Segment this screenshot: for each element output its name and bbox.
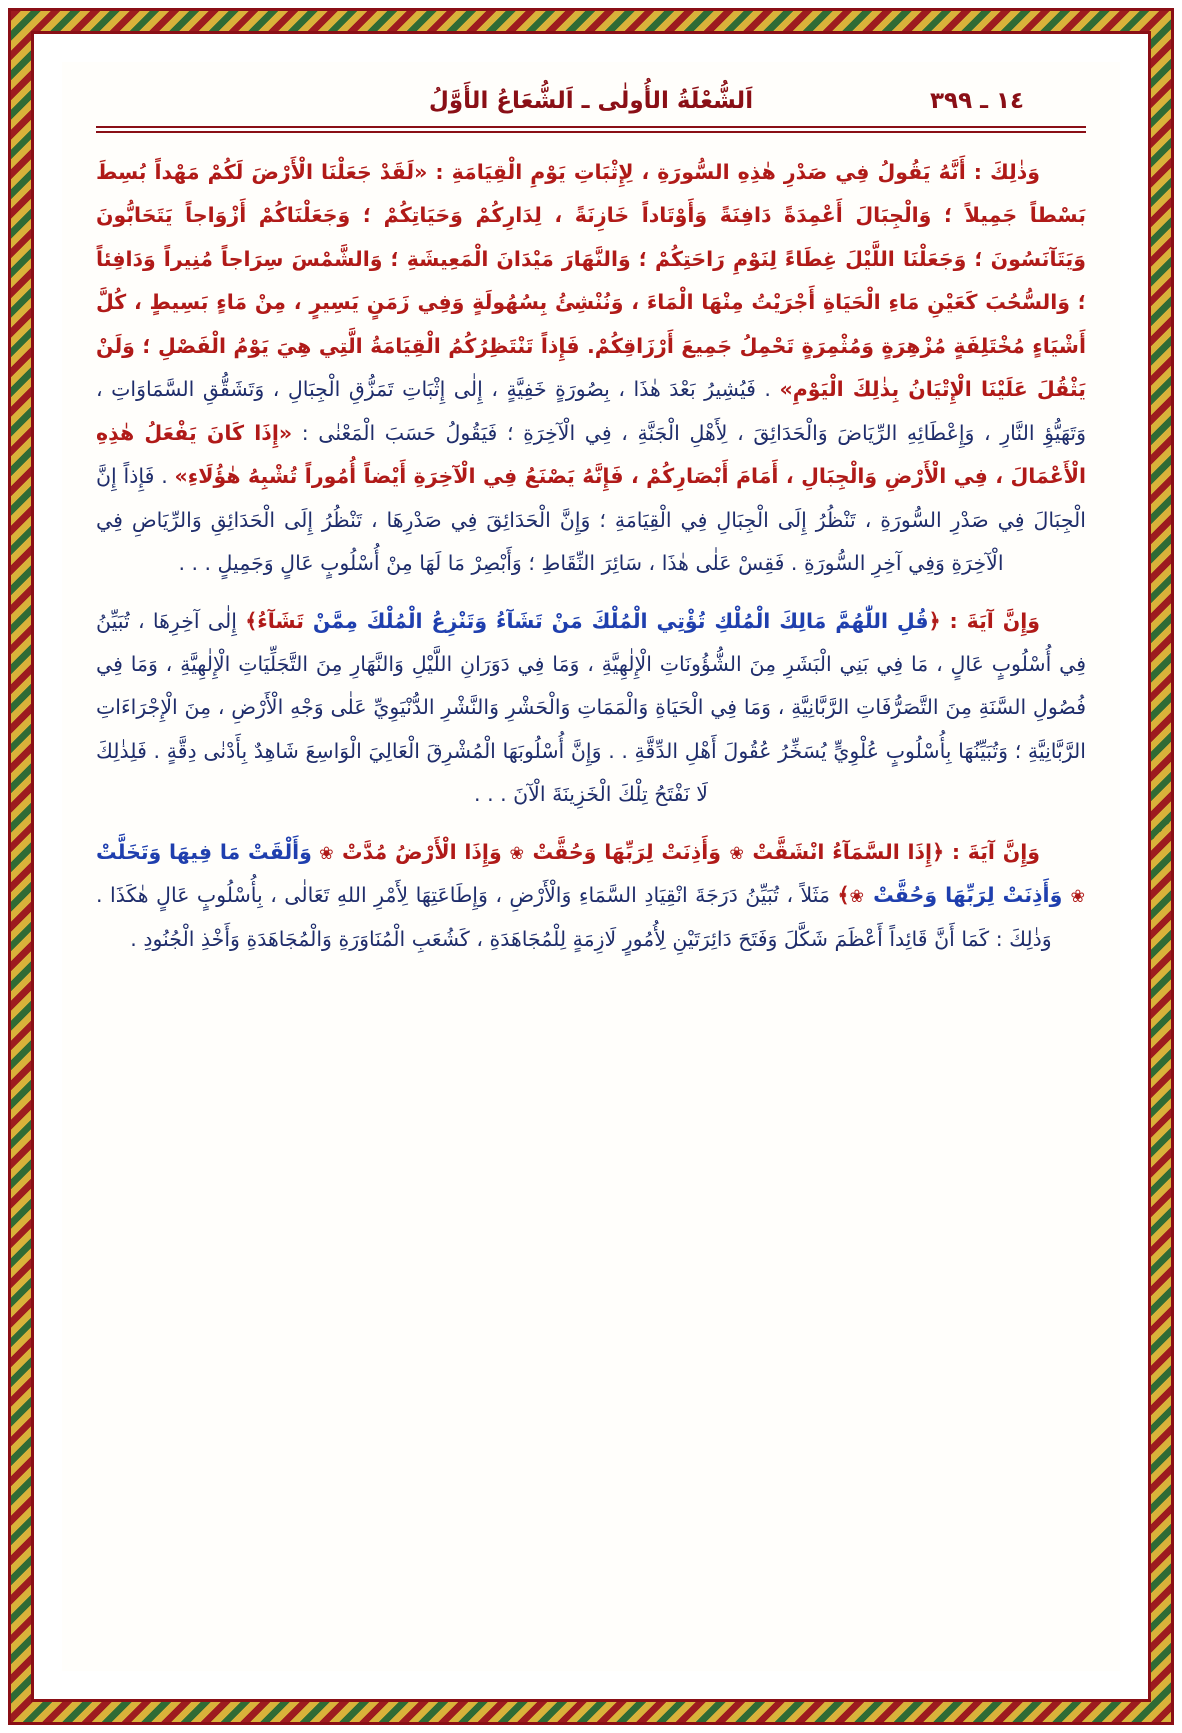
text-run: ﴾ xyxy=(837,883,850,908)
text-run: إِلٰى آخِرِهَا ، تُبَيِّنُ فِي أُسْلُوبٍ عَالٍ ، مَا فِي بَنِي الْبَشَرِ مِنَ الشُّؤُونَاتِ الْإِلٰهِيَّةِ ، وَمَا فِي دَوَرَانِ اللَّيْلِ وَالنَّهَارِ مِنَ التَّجَلِّيَاتِ الْإِلٰهِيَّةِ ، وَمَا فِي فُصُولِ السَّنَةِ مِنَ التَّصَرُّفَاتِ الرَّبَّانِيَّةِ ، وَمَا فِي الْحَيَاةِ وَالْمَمَاتِ وَالْحَشْرِ وَالنَّشْرِ الدُّنْيَوِيِّ عَلٰى وَجْهِ الْأَرْضِ ، مِنَ الْإِجْرَاءَاتِ الرَّبَّانِيَّةِ ؛ وَتُبَيِّنُهَا بِأُسْلُوبٍ عُلْوِيٍّ يُسَخِّرُ عُقُولَ أَهْلِ الدِّقَّةِ . . وَإِنَّ أُسْلُوبَهَا الْمُشْرِقَ الْعَالِيَ الْوَاسِعَ شَاهِدٌ بِأَدْنٰى دِقَّةٍ . فَلِذٰلِكَ لَا نَفْتَحُ تِلْكَ الْخَزِينَةَ الْآنَ . . . xyxy=(96,608,1086,807)
text-run: ❀ xyxy=(1070,887,1086,908)
decorative-border-outer xyxy=(8,8,1174,1725)
text-run: . فَإِذاً إِنَّ الْجِبَالَ فِي صَدْرِ السُّورَةِ ، تَنْظُرُ إِلَى الْجِبَالِ فِي الْقِيَامَةِ ؛ وَإِنَّ الْحَدَائِقَ فِي صَدْرِهَا ، تَنْظُرُ إِلَى الْحَدَائِقِ وَالرِّيَاضِ فِي الْآخِرَةِ وَفِي آخِرِ السُّورَةِ . فَقِسْ عَلٰى هٰذَا ، سَائِرَ النِّقَاطِ ؛ وَأَبْصِرْ مَا لَهَا مِنْ أُسْلُوبٍ عَالٍ وَجَمِيلٍ . . . xyxy=(96,464,1086,576)
page-number: ١٤ ـ ٣٩٩ xyxy=(930,88,1025,114)
paragraph-2 xyxy=(96,600,1086,817)
text-run: . فَيُشِيرُ بَعْدَ هٰذَا ، بِصُورَةٍ خَفِيَّةٍ ، إِلٰى إِثْبَاتِ تَمَزُّقِ الْجِبَالِ ، وَتَشَقُّقِ السَّمَاوَاتِ ، وَتَهَيُّؤِ النَّارِ ، وَإِعْطَائِهِ الرِّيَاضَ وَالْحَدَائِقَ ، لِأَهْلِ الْجَنَّةِ ، فِي الْآخِرَةِ ؛ فَيَقُولُ حَسَبَ الْمَعْنٰى : xyxy=(96,377,1086,445)
text-run: «لَقَدْ جَعَلْنَا الْأَرْضَ لَكُمْ مَهْداً بُسِطَ بَسْطاً جَمِيلاً ؛ وَالْجِبَالَ أَعْمِدَةً دَافِنَةً وَأَوْتَاداً خَازِنَةً ، لِدَارِكُمْ وَحَيَاتِكُمْ ؛ وَجَعَلْنَاكُمْ أَزْوَاجاً يَتَحَابُّونَ وَيَتَآنَسُونَ ؛ وَجَعَلْنَا اللَّيْلَ غِطَاءً لِنَوْمِ رَاحَتِكُمْ ؛ وَالنَّهَارَ مَيْدَانَ الْمَعِيشَةِ ؛ وَالشَّمْسَ سِرَاجاً مُنِيراً وَدَافِئاً ؛ وَالسُّحُبَ كَعَيْنِ مَاءِ الْحَيَاةِ أَجْرَيْتُ مِنْهَا الْمَاءَ ، وَنُنْشِئُ بِسُهُولَةٍ وَفِي زَمَنٍ يَسِيرٍ ، مِنْ مَاءٍ بَسِيطٍ ، كُلَّ أَشْيَاءٍ مُخْتَلِفَةٍ مُزْهِرَةٍ وَمُثْمِرَةٍ تَحْمِلُ جَمِيعَ أَرْزَاقِكُمْ. فَإِذاً تَنْتَظِرُكُمُ الْقِيَامَةُ الَّتِي هِيَ يَوْمُ الْفَصْلِ ؛ وَلَنْ يَثْقُلَ عَلَيْنَا الْإِتْيَانُ بِذٰلِكَ الْيَوْمِ» xyxy=(96,160,1086,402)
text-run: ❀ xyxy=(728,843,745,864)
text-run: ﴿ xyxy=(932,839,945,864)
paragraph-3 xyxy=(96,831,1086,961)
body-text xyxy=(96,151,1086,961)
page-title: اَلشُّعْلَةُ الأُولٰى ـ اَلشُّعَاعُ الأَوَّلُ xyxy=(428,88,754,114)
text-run: مَثَلاً ، تُبَيِّنُ دَرَجَةَ انْقِيَادِ السَّمَاءِ وَالْأَرْضِ ، وَإِطَاعَتِهَا لِأَمْرِ اللهِ تَعَالٰى ، بِأُسْلُوبٍ عَالٍ هٰكَذَا . وَذٰلِكَ : كَمَا أَنَّ قَائِداً أَعْظَمَ شَكَّلَ وَفَتَحَ دَائِرَتَيْنِ لِأُمُورٍ لَازِمَةٍ لِلْمُجَاهَدَةِ ، كَشُعَبِ الْمُنَاوَرَةِ وَالْمُجَاهَدَةِ وَأَخْذِ الْجُنُودِ . xyxy=(96,883,1052,951)
text-run: «إِذَا كَانَ يَفْعَلُ هٰذِهِ الْأَعْمَالَ ، فِي الْأَرْضِ وَالْجِبَالِ ، أَمَامَ أَبْصَارِكُمْ ، فَإِنَّهُ يَصْنَعُ فِي الْآخِرَةِ أَيْضاً أُمُوراً تُشْبِهُ هٰؤُلَاءِ» xyxy=(96,420,1087,489)
text-run: ﴿ xyxy=(928,608,941,633)
header-divider xyxy=(96,126,1086,133)
page-content xyxy=(62,62,1120,1671)
page-header xyxy=(96,88,1086,122)
paragraph-1 xyxy=(96,151,1086,586)
text-run: وَإِذَا الْأَرْضُ مُدَّتْ xyxy=(334,839,510,864)
text-run: وَإِنَّ آيَةَ : xyxy=(944,839,1040,864)
text-run: وَذٰلِكَ : أَنَّهُ يَقُولُ فِي صَدْرِ هٰذِهِ السُّورَةِ ، لِإِثْبَاتِ يَوْمِ الْقِيَامَةِ : xyxy=(427,160,1040,184)
text-run: ❀ xyxy=(849,887,865,908)
text-run: ﴾ xyxy=(245,608,258,633)
text-run: تَشَآءُ xyxy=(257,608,304,633)
text-run: وَأَلْقَتْ مَا فِيهَا وَتَخَلَّتْ xyxy=(96,839,320,864)
text-run: قُلِ اللّٰهُمَّ مَالِكَ الْمُلْكِ تُؤْتِي الْمُلْكَ مَنْ تَشَآءُ وَتَنْزِعُ الْمُلْكَ مِمَّنْ xyxy=(303,608,929,633)
text-run: ❀ xyxy=(319,843,335,864)
text-run: وَأَذِنَتْ لِرَبِّهَا وَحُقَّتْ xyxy=(524,839,729,864)
text-run: وَأَذِنَتْ لِرَبِّهَا وَحُقَّتْ xyxy=(865,883,1071,908)
decorative-border-inner xyxy=(31,31,1151,1702)
text-run: إِذَا السَّمَآءُ انْشَقَّتْ xyxy=(744,839,933,864)
text-run: وَإِنَّ آيَةَ : xyxy=(940,608,1040,633)
text-run: ❀ xyxy=(509,843,525,864)
